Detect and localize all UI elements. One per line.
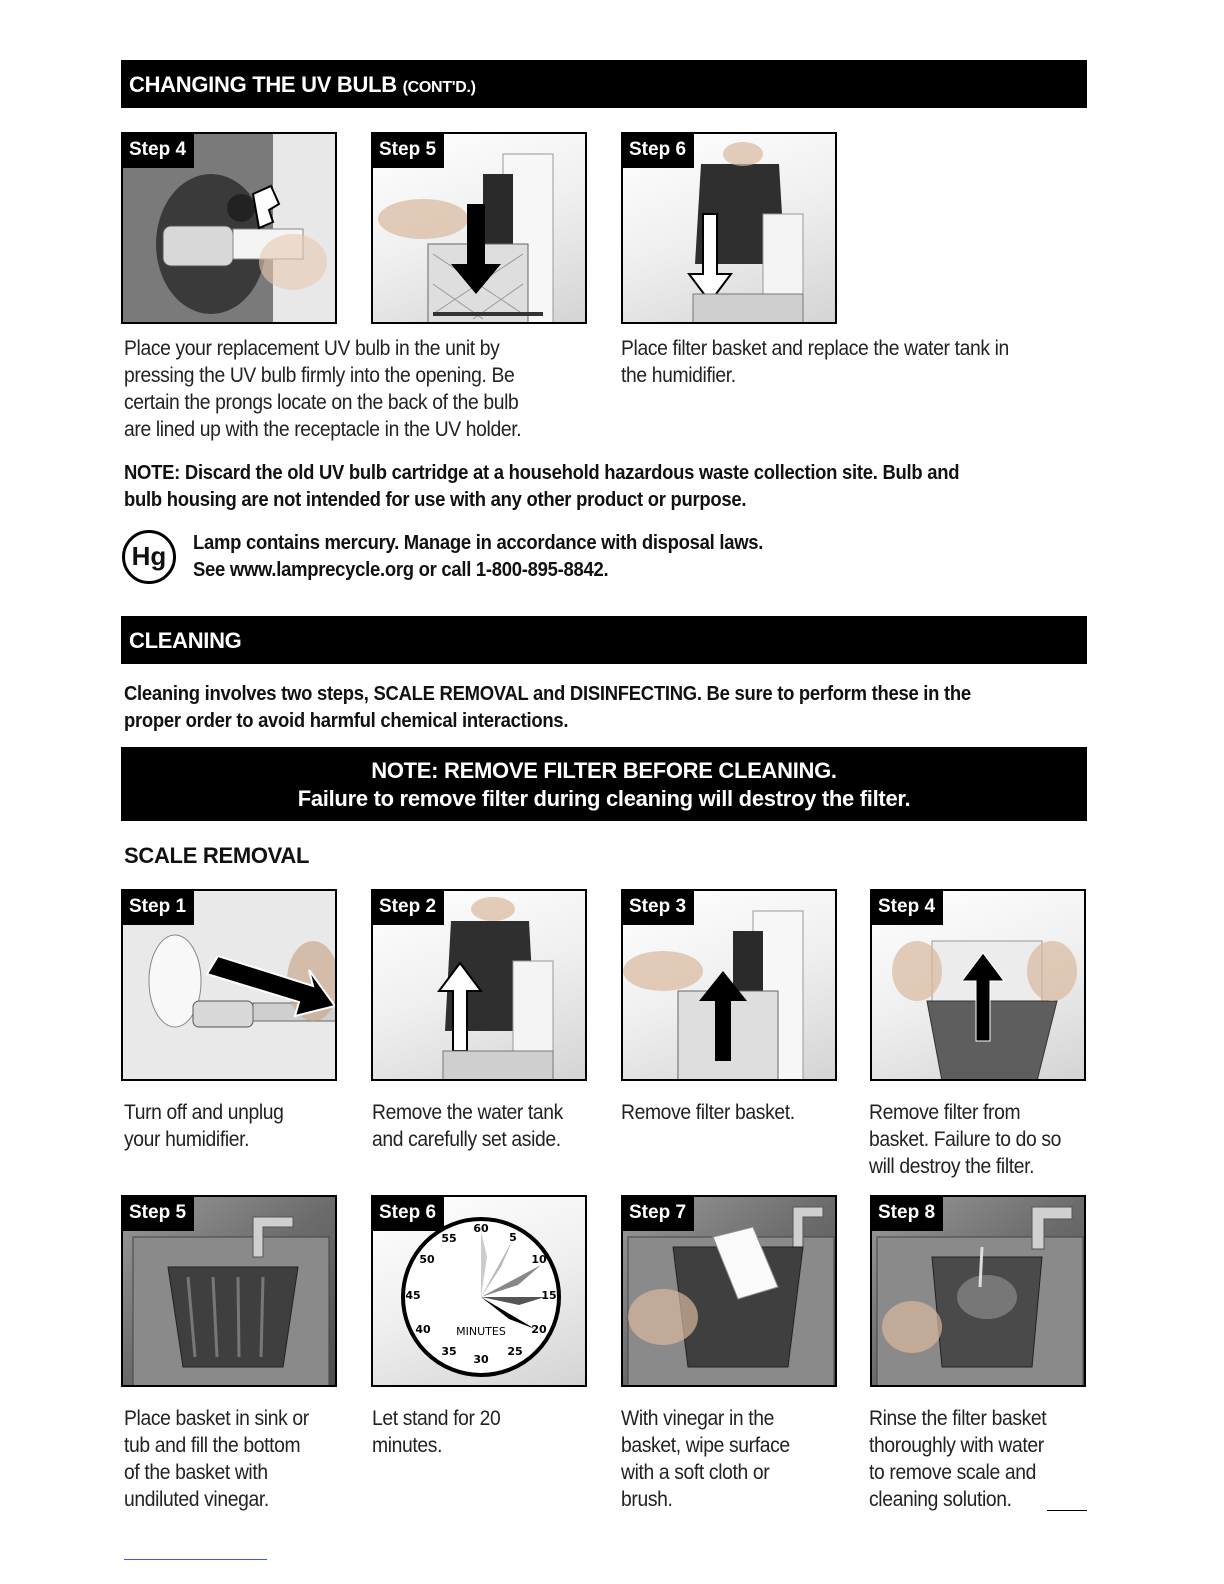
intro-line: Cleaning involves two steps, SCALE REMOVAL and DISINFECTING. Be sure to perform these in the — [124, 682, 971, 705]
clock-num: 35 — [441, 1345, 457, 1358]
caption-line: undiluted vinegar. — [124, 1488, 269, 1511]
note-line: NOTE: Discard the old UV bulb cartridge at a household hazardous waste collection site. Bulb and — [124, 461, 960, 484]
scale-step-3-photo — [621, 889, 837, 1081]
clock-num: 60 — [473, 1222, 489, 1235]
caption-line: Place your replacement UV bulb in the unit by — [124, 337, 500, 360]
scale-step-4-label: Step 4 — [872, 891, 943, 925]
scale-step-6-photo — [371, 1195, 587, 1387]
scale-step-2-photo — [371, 889, 587, 1081]
caption-line: Remove the water tank — [372, 1101, 563, 1124]
clock-num: 15 — [541, 1289, 557, 1302]
scale-step-3-label: Step 3 — [623, 891, 694, 925]
footer-link-underline — [124, 1559, 267, 1560]
caption-line: basket, wipe surface — [621, 1434, 790, 1457]
intro-line: proper order to avoid harmful chemical interactions. — [124, 709, 569, 732]
clock-num: 50 — [419, 1253, 435, 1266]
uv-step-6-photo — [621, 132, 837, 324]
caption-line: tub and fill the bottom — [124, 1434, 301, 1457]
clock-num: 30 — [473, 1353, 489, 1366]
note-line: Failure to remove filter during cleaning will destroy the filter. — [297, 786, 911, 811]
cleaning-section-header — [121, 616, 1087, 664]
scale-step-4-photo — [870, 889, 1086, 1081]
caption-line: your humidifier. — [124, 1128, 250, 1151]
mercury-line: See www.lamprecycle.org or call 1-800-895-8842. — [193, 558, 609, 581]
scale-step-7-label: Step 7 — [623, 1197, 694, 1231]
scale-step-1-caption — [124, 1099, 284, 1153]
caption-line: Remove filter from — [869, 1101, 1021, 1124]
caption-line: to remove scale and — [869, 1461, 1036, 1484]
caption-line: Let stand for 20 — [372, 1407, 501, 1430]
mercury-warning — [193, 529, 1152, 583]
uv-step-6-label: Step 6 — [623, 134, 694, 168]
uv-step-4-5-caption — [124, 335, 521, 443]
uv-step-5-label: Step 5 — [373, 134, 444, 168]
uv-section-title: CHANGING THE UV BULB — [129, 72, 403, 97]
caption-line: pressing the UV bulb firmly into the opening. Be — [124, 364, 515, 387]
continuation-rule — [1047, 1510, 1087, 1511]
caption-line: the humidifier. — [621, 364, 736, 387]
discard-note — [124, 459, 1083, 513]
scale-step-4-caption — [869, 1099, 1061, 1180]
remove-filter-note — [121, 747, 1087, 821]
uv-step-4-photo — [121, 132, 337, 324]
uv-step-5-photo — [371, 132, 587, 324]
scale-step-7-photo — [621, 1195, 837, 1387]
caption-line: basket. Failure to do so — [869, 1128, 1061, 1151]
cleaning-intro — [124, 680, 1083, 734]
scale-step-2-label: Step 2 — [373, 891, 444, 925]
uv-section-header — [121, 60, 1087, 108]
scale-step-6-caption — [372, 1405, 500, 1459]
scale-step-1-photo — [121, 889, 337, 1081]
caption-line: and carefully set aside. — [372, 1128, 561, 1151]
scale-step-8-caption — [869, 1405, 1046, 1513]
scale-step-6-label: Step 6 — [373, 1197, 444, 1231]
clock-center-label: MINUTES — [456, 1325, 506, 1338]
mercury-line: Lamp contains mercury. Manage in accordance with disposal laws. — [193, 531, 764, 554]
caption-line: with a soft cloth or — [621, 1461, 770, 1484]
mercury-hg-icon: Hg — [122, 530, 176, 584]
caption-line: Remove filter basket. — [621, 1101, 795, 1124]
note-line: bulb housing are not intended for use with any other product or purpose. — [124, 488, 747, 511]
caption-line: cleaning solution. — [869, 1488, 1012, 1511]
scale-step-3-caption — [621, 1099, 795, 1126]
scale-step-8-label: Step 8 — [872, 1197, 943, 1231]
clock-num: 45 — [405, 1289, 421, 1302]
uv-step-6-caption — [621, 335, 1009, 389]
caption-line: minutes. — [372, 1434, 443, 1457]
caption-line: of the basket with — [124, 1461, 268, 1484]
caption-line: Turn off and unplug — [124, 1101, 284, 1124]
scale-removal-heading: SCALE REMOVAL — [124, 843, 310, 868]
scale-step-2-caption — [372, 1099, 563, 1153]
caption-line: Place filter basket and replace the water tank in — [621, 337, 1009, 360]
scale-step-8-photo — [870, 1195, 1086, 1387]
caption-line: Place basket in sink or — [124, 1407, 309, 1430]
scale-step-5-caption — [124, 1405, 309, 1513]
uv-step-4-label: Step 4 — [123, 134, 194, 168]
note-line: NOTE: REMOVE FILTER BEFORE CLEANING. — [371, 758, 837, 783]
caption-line: brush. — [621, 1488, 673, 1511]
scale-step-1-label: Step 1 — [123, 891, 194, 925]
scale-step-5-label: Step 5 — [123, 1197, 194, 1231]
caption-line: Rinse the filter basket — [869, 1407, 1047, 1430]
caption-line: With vinegar in the — [621, 1407, 775, 1430]
clock-num: 55 — [441, 1232, 457, 1245]
clock-num: 20 — [531, 1323, 547, 1336]
scale-step-7-caption — [621, 1405, 790, 1513]
caption-line: thoroughly with water — [869, 1434, 1044, 1457]
clock-num: 10 — [531, 1253, 547, 1266]
clock-num: 5 — [509, 1231, 517, 1244]
clock-num: 25 — [507, 1345, 523, 1358]
caption-line: are lined up with the receptacle in the UV holder. — [124, 418, 522, 441]
clock-num: 40 — [415, 1323, 431, 1336]
caption-line: certain the prongs locate on the back of the bulb — [124, 391, 519, 414]
cleaning-section-title: CLEANING — [129, 628, 242, 653]
scale-step-5-photo — [121, 1195, 337, 1387]
uv-section-title-suffix: (CONT'D.) — [402, 79, 476, 96]
caption-line: will destroy the filter. — [869, 1155, 1035, 1178]
